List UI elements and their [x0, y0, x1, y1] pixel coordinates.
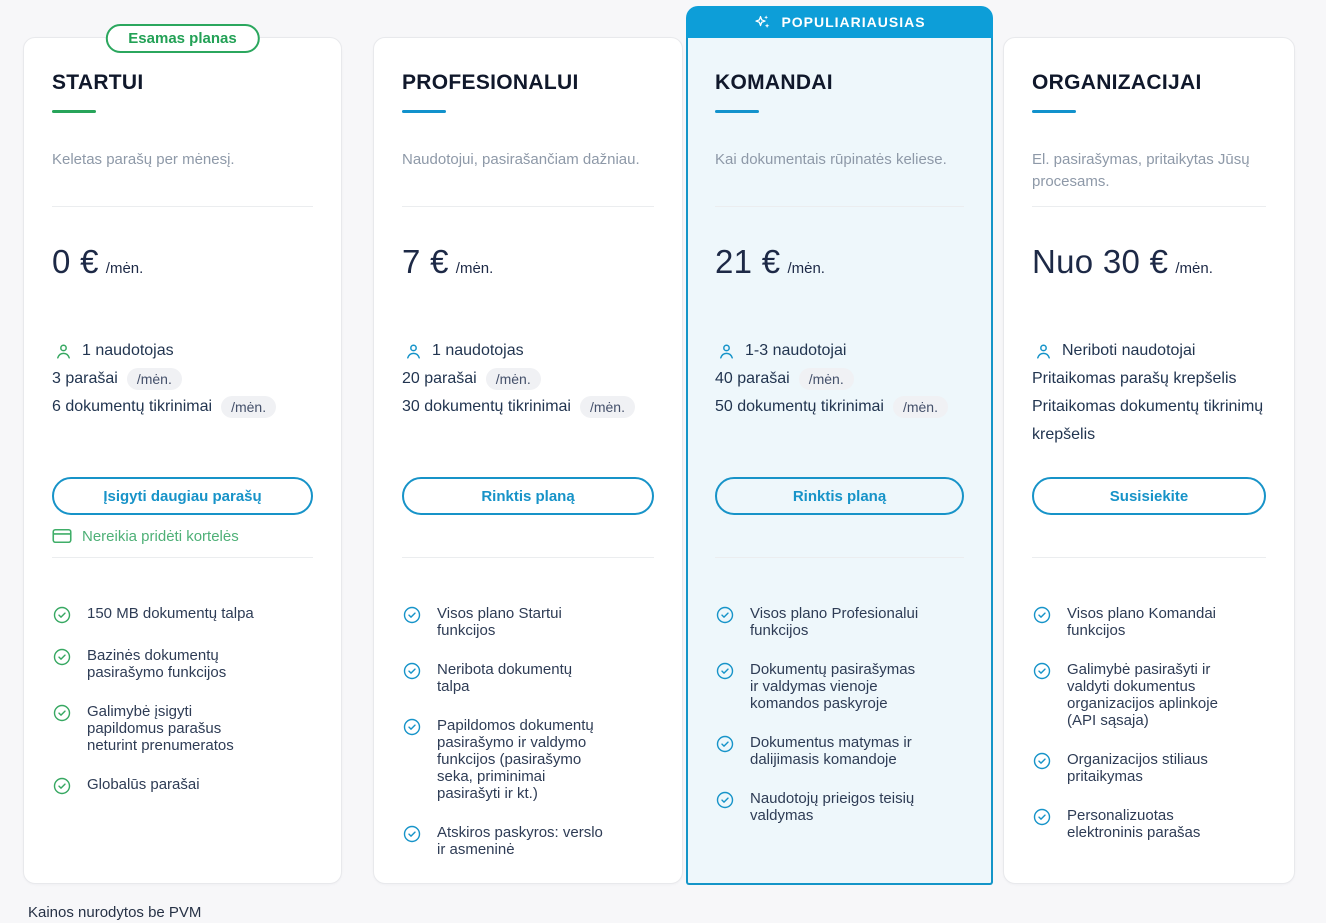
plan-card-komandai	[686, 38, 993, 885]
period-pill: /mėn.	[127, 368, 182, 390]
plan-price: 7 €	[402, 243, 449, 280]
plan-title: PROFESIONALUI	[402, 71, 579, 94]
note-spacer	[715, 515, 964, 557]
price-period: /mėn.	[787, 260, 825, 277]
contact-us-button[interactable]: Susisiekite	[1032, 477, 1266, 515]
check-circle-icon	[402, 717, 422, 737]
limit-row	[1032, 365, 1266, 393]
check-circle-icon	[715, 605, 735, 625]
vat-disclaimer: Kainos nurodytos be PVM	[28, 904, 202, 921]
price-row	[52, 243, 313, 287]
person-icon	[54, 342, 73, 361]
price-period: /mėn.	[1175, 260, 1213, 277]
period-pill: /mėn.	[799, 368, 854, 390]
check-circle-icon	[715, 661, 735, 681]
person-icon	[404, 342, 423, 361]
check-circle-icon	[1032, 661, 1052, 681]
divider	[1032, 557, 1266, 558]
feature-item: Naudotojų prieigos teisių valdymas	[715, 790, 964, 824]
feature-item: 150 MB dokumentų talpa	[52, 605, 313, 625]
feature-item: Organizacijos stiliaus pritaikymas	[1032, 751, 1266, 785]
feature-item: Dokumentus matymas ir dalijimasis komandoje	[715, 734, 964, 768]
pricing-cards-row	[23, 14, 1295, 885]
plan-description: El. pasirašymas, pritaikytas Jūsų procesams.	[1032, 151, 1250, 190]
limit-label: 3 parašai	[52, 370, 118, 387]
check-circle-icon	[402, 661, 422, 681]
users-label: 1-3 naudotojai	[745, 342, 847, 359]
person-icon	[717, 342, 736, 361]
feature-item: Galimybė pasirašyti ir valdyti dokumentus organizacijos aplinkoje (API sąsaja)	[1032, 661, 1266, 729]
check-circle-icon	[715, 790, 735, 810]
current-plan-badge: Esamas planas	[105, 24, 259, 53]
plan-title: KOMANDAI	[715, 71, 833, 94]
plan-card-organizacijai	[1003, 37, 1295, 884]
users-row	[52, 337, 313, 365]
feature-item: Visos plano Profesionalui funkcijos	[715, 605, 964, 639]
limit-row	[52, 393, 313, 421]
feature-item: Globalūs parašai	[52, 776, 313, 796]
period-pill: /mėn.	[580, 396, 635, 418]
most-popular-banner	[686, 6, 993, 38]
check-circle-icon	[715, 734, 735, 754]
usage-section	[715, 337, 964, 477]
users-row	[402, 337, 654, 365]
choose-plan-button[interactable]: Rinktis planą	[715, 477, 964, 515]
limit-label: Pritaikomas parašų krepšelis	[1032, 370, 1237, 387]
period-pill: /mėn.	[486, 368, 541, 390]
limit-label: 20 parašai	[402, 370, 477, 387]
feature-item: Galimybė įsigyti papildomus parašus neturint prenumeratos	[52, 703, 313, 754]
limit-row	[402, 365, 654, 393]
price-row	[715, 243, 964, 287]
divider	[715, 206, 964, 207]
divider	[52, 557, 313, 558]
title-underline	[715, 110, 759, 113]
plan-card-startui	[23, 30, 342, 884]
feature-list	[402, 605, 654, 858]
plan-title: STARTUI	[52, 71, 144, 94]
users-label: 1 naudotojas	[82, 342, 174, 359]
title-underline	[52, 110, 96, 113]
plan-description: Keletas parašų per mėnesį.	[52, 151, 235, 168]
feature-item: Neribota dokumentų talpa	[402, 661, 654, 695]
feature-item: Personalizuotas elektroninis parašas	[1032, 807, 1266, 841]
feature-item: Visos plano Startui funkcijos	[402, 605, 654, 639]
note-spacer	[402, 515, 654, 557]
plan-card-komandai-wrap	[686, 6, 993, 885]
limit-label: 6 dokumentų tikrinimai	[52, 398, 213, 415]
users-label: 1 naudotojas	[432, 342, 524, 359]
feature-list	[715, 605, 964, 824]
plan-title: ORGANIZACIJAI	[1032, 71, 1202, 94]
price-period: /mėn.	[105, 260, 144, 277]
sparkles-icon	[753, 13, 772, 32]
users-label: Neriboti naudotojai	[1062, 342, 1196, 359]
divider	[715, 557, 964, 558]
limit-row	[402, 393, 654, 421]
limit-label: 40 parašai	[715, 370, 790, 387]
price-row	[1032, 243, 1266, 287]
feature-item: Papildomos dokumentų pasirašymo ir valdymo funkcijos (pasirašymo seka, priminimai pasirašyti ir kt.)	[402, 717, 654, 802]
price-row	[402, 243, 654, 287]
plan-price: 0 €	[52, 243, 99, 280]
feature-list	[1032, 605, 1266, 841]
check-circle-icon	[1032, 751, 1052, 771]
check-circle-icon	[1032, 807, 1052, 827]
limit-label: 50 dokumentų tikrinimai	[715, 398, 884, 415]
plan-price: 21 €	[715, 243, 781, 280]
limit-label: 30 dokumentų tikrinimai	[402, 398, 571, 415]
feature-item: Dokumentų pasirašymas ir valdymas vienoje komandos paskyroje	[715, 661, 964, 712]
person-icon	[1034, 342, 1053, 361]
check-circle-icon	[52, 605, 72, 625]
divider	[1032, 206, 1266, 207]
check-circle-icon	[52, 647, 72, 667]
plan-description: Kai dokumentais rūpinatės keliese.	[715, 151, 947, 168]
feature-item: Atskiros paskyros: verslo ir asmeninė	[402, 824, 654, 858]
choose-plan-button[interactable]: Rinktis planą	[402, 477, 654, 515]
check-circle-icon	[402, 824, 422, 844]
period-pill: /mėn.	[893, 396, 948, 418]
limit-label: Pritaikomas dokumentų tikrinimų krepšelis	[1032, 398, 1264, 443]
users-row	[1032, 337, 1266, 365]
check-circle-icon	[402, 605, 422, 625]
divider	[402, 557, 654, 558]
plan-card-profesionalui	[373, 37, 683, 884]
plan-price: Nuo 30 €	[1032, 243, 1169, 280]
usage-section	[1032, 337, 1266, 477]
users-row	[715, 337, 964, 365]
feature-list	[52, 605, 313, 796]
check-circle-icon	[52, 703, 72, 723]
divider	[52, 206, 313, 207]
no-card-note-label: Nereikia pridėti kortelės	[82, 527, 239, 545]
usage-section	[402, 337, 654, 477]
limit-row	[1032, 393, 1266, 449]
feature-item: Visos plano Komandai funkcijos	[1032, 605, 1266, 639]
limit-row	[715, 365, 964, 393]
limit-row	[52, 365, 313, 393]
period-pill: /mėn.	[221, 396, 276, 418]
price-period: /mėn.	[455, 260, 494, 277]
check-circle-icon	[52, 776, 72, 796]
most-popular-label: POPULIARIAUSIAS	[781, 14, 926, 30]
limit-row	[715, 393, 964, 421]
divider	[402, 206, 654, 207]
title-underline	[402, 110, 446, 113]
credit-card-icon	[52, 528, 72, 544]
note-spacer	[1032, 515, 1266, 557]
no-card-note	[52, 515, 313, 557]
plan-description: Naudotojui, pasirašančiam dažniau.	[402, 151, 640, 168]
buy-more-signatures-button[interactable]: Įsigyti daugiau parašų	[52, 477, 313, 515]
check-circle-icon	[1032, 605, 1052, 625]
usage-section	[52, 337, 313, 477]
feature-item: Bazinės dokumentų pasirašymo funkcijos	[52, 647, 313, 681]
title-underline	[1032, 110, 1076, 113]
